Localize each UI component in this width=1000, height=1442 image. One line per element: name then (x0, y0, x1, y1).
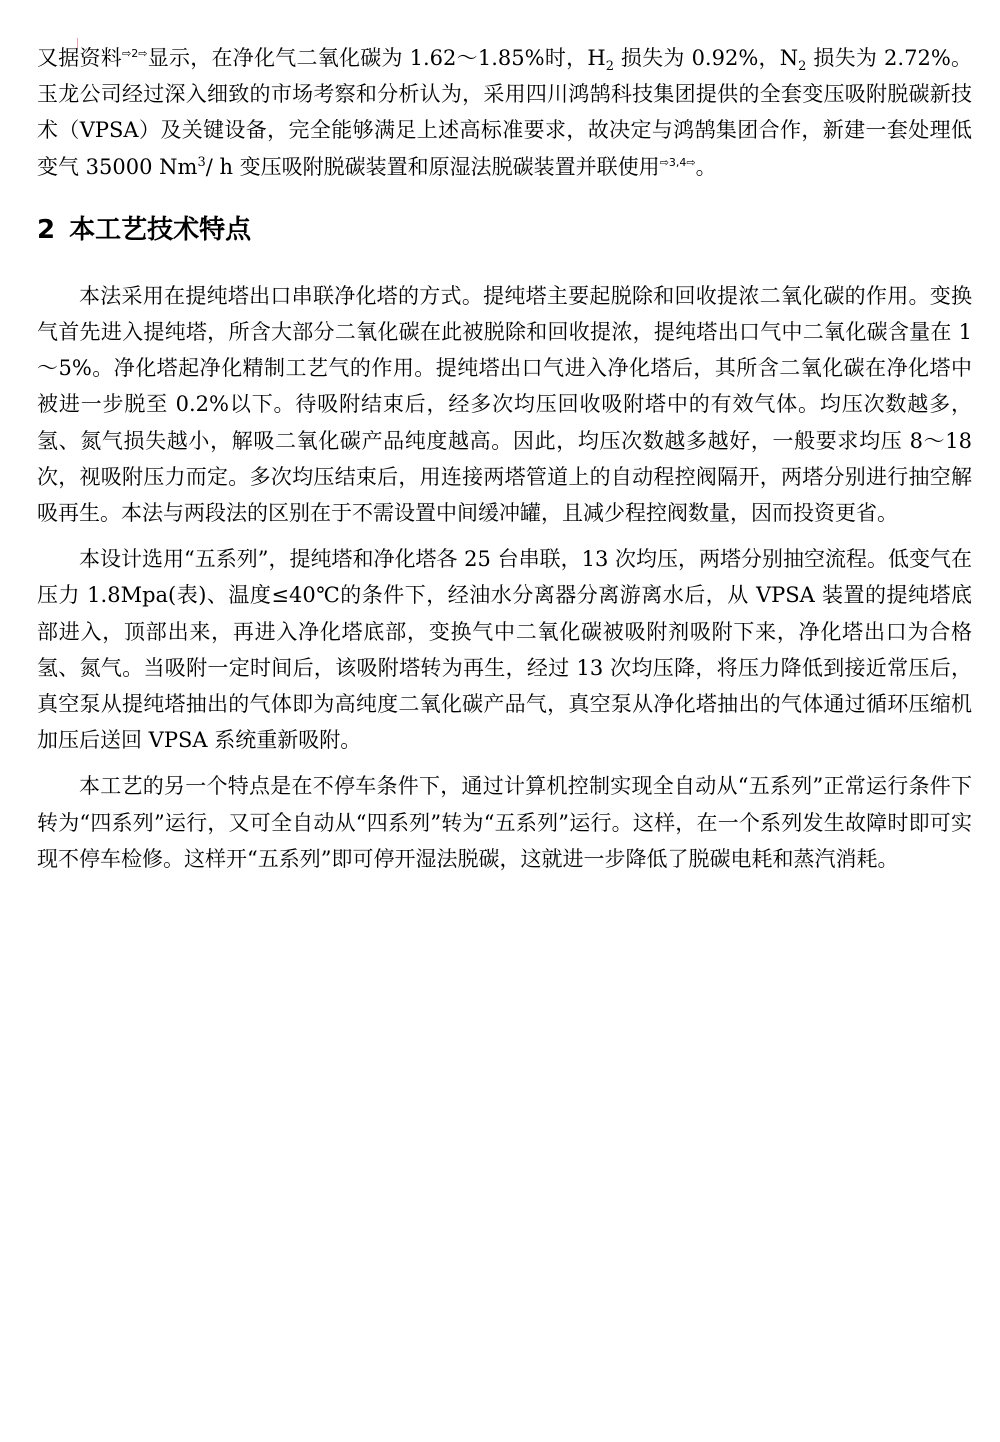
citation-ref-2: ⇨2⇨ (122, 47, 148, 60)
intro-text-3: 损失为 0.92%，N (613, 46, 799, 70)
subscript-n2: 2 (798, 59, 807, 75)
subscript-h2: 2 (605, 59, 614, 75)
section-number: 2 (37, 214, 56, 245)
intro-text-1: 又据资料 (37, 46, 123, 70)
intro-paragraph (37, 40, 972, 185)
body-paragraph-2: 本设计选用“五系列”，提纯塔和净化塔各 25 台串联，13 次均压，两塔分别抽空流程。低变气在压力 1.8Mpa(表)、温度≤40℃的条件下，经油水分离器分离游离水后，从 VPSA 装置的提纯塔底部进入，顶部出来，再进入净化塔底部，变换气中二氧化碳被吸附剂吸附下来，净化塔出口为合格氢、氮气。当吸附一定时间后，该吸附塔转为再生，经过 13 次均压降，将压力降低到接近常压后，真空泵从提纯塔抽出的气体即为高纯度二氧化碳产品气，真空泵从净化塔抽出的气体通过循环压缩机加压后送回 VPSA 系统重新吸附。 (37, 547, 972, 753)
citation-ref-3-4: ⇨3,4⇨ (659, 155, 696, 169)
section-title: 本工艺技术特点 (69, 214, 252, 245)
intro-text-2: 显示，在净化气二氧化碳为 1.62～1.85%时，H (147, 46, 606, 70)
body-paragraph-1: 本法采用在提纯塔出口串联净化塔的方式。提纯塔主要起脱除和回收提浓二氧化碳的作用。变换气首先进入提纯塔，所含大部分二氧化碳在此被脱除和回收提浓，提纯塔出口气中二氧化碳含量在 1～5%。净化塔起净化精制工艺气的作用。提纯塔出口气进入净化塔后，其所含二氧化碳在净化塔中被进一步脱至 0.2%以下。待吸附结束后，经多次均压回收吸附塔中的有效气体。均压次数越多，氢、氮气损失越小，解吸二氧化碳产品纯度越高。因此，均压次数越多越好，一般要求均压 8～18 次，视吸附压力而定。多次均压结束后，用连接两塔管道上的自动程控阀隔开，两塔分别进行抽空解吸再生。本法与两段法的区别在于不需设置中间缓冲罐，且减少程控阀数量，因而投资更省。 (37, 283, 972, 526)
superscript-cubic: 3 (197, 154, 206, 170)
intro-text-5: / h 变压吸附脱碳装置和原湿法脱碳装置并联使用 (205, 154, 660, 179)
section-heading (37, 210, 972, 250)
intro-text-6: 。 (695, 154, 717, 179)
document-page (37, 40, 972, 877)
body-paragraph-3: 本工艺的另一个特点是在不停车条件下，通过计算机控制实现全自动从“五系列”正常运行条件下转为“四系列”运行，又可全自动从“四系列”转为“五系列”运行。这样，在一个系列发生故障时即可实现不停车检修。这样开“五系列”即可停开湿法脱碳，这就进一步降低了脱碳电耗和蒸汽消耗。 (37, 774, 972, 871)
intro-text-4: 损失为 2.72%。玉龙公司经过深入细致的市场考察和分析认为，采用四川鸿鹄科技集团提供的全套变压吸附脱碳新技术（VPSA）及关键设备，完全能够满足上述高标准要求，故决定与鸿鹄集团合作，新建一套处理低变气 35000 Nm (37, 46, 973, 179)
